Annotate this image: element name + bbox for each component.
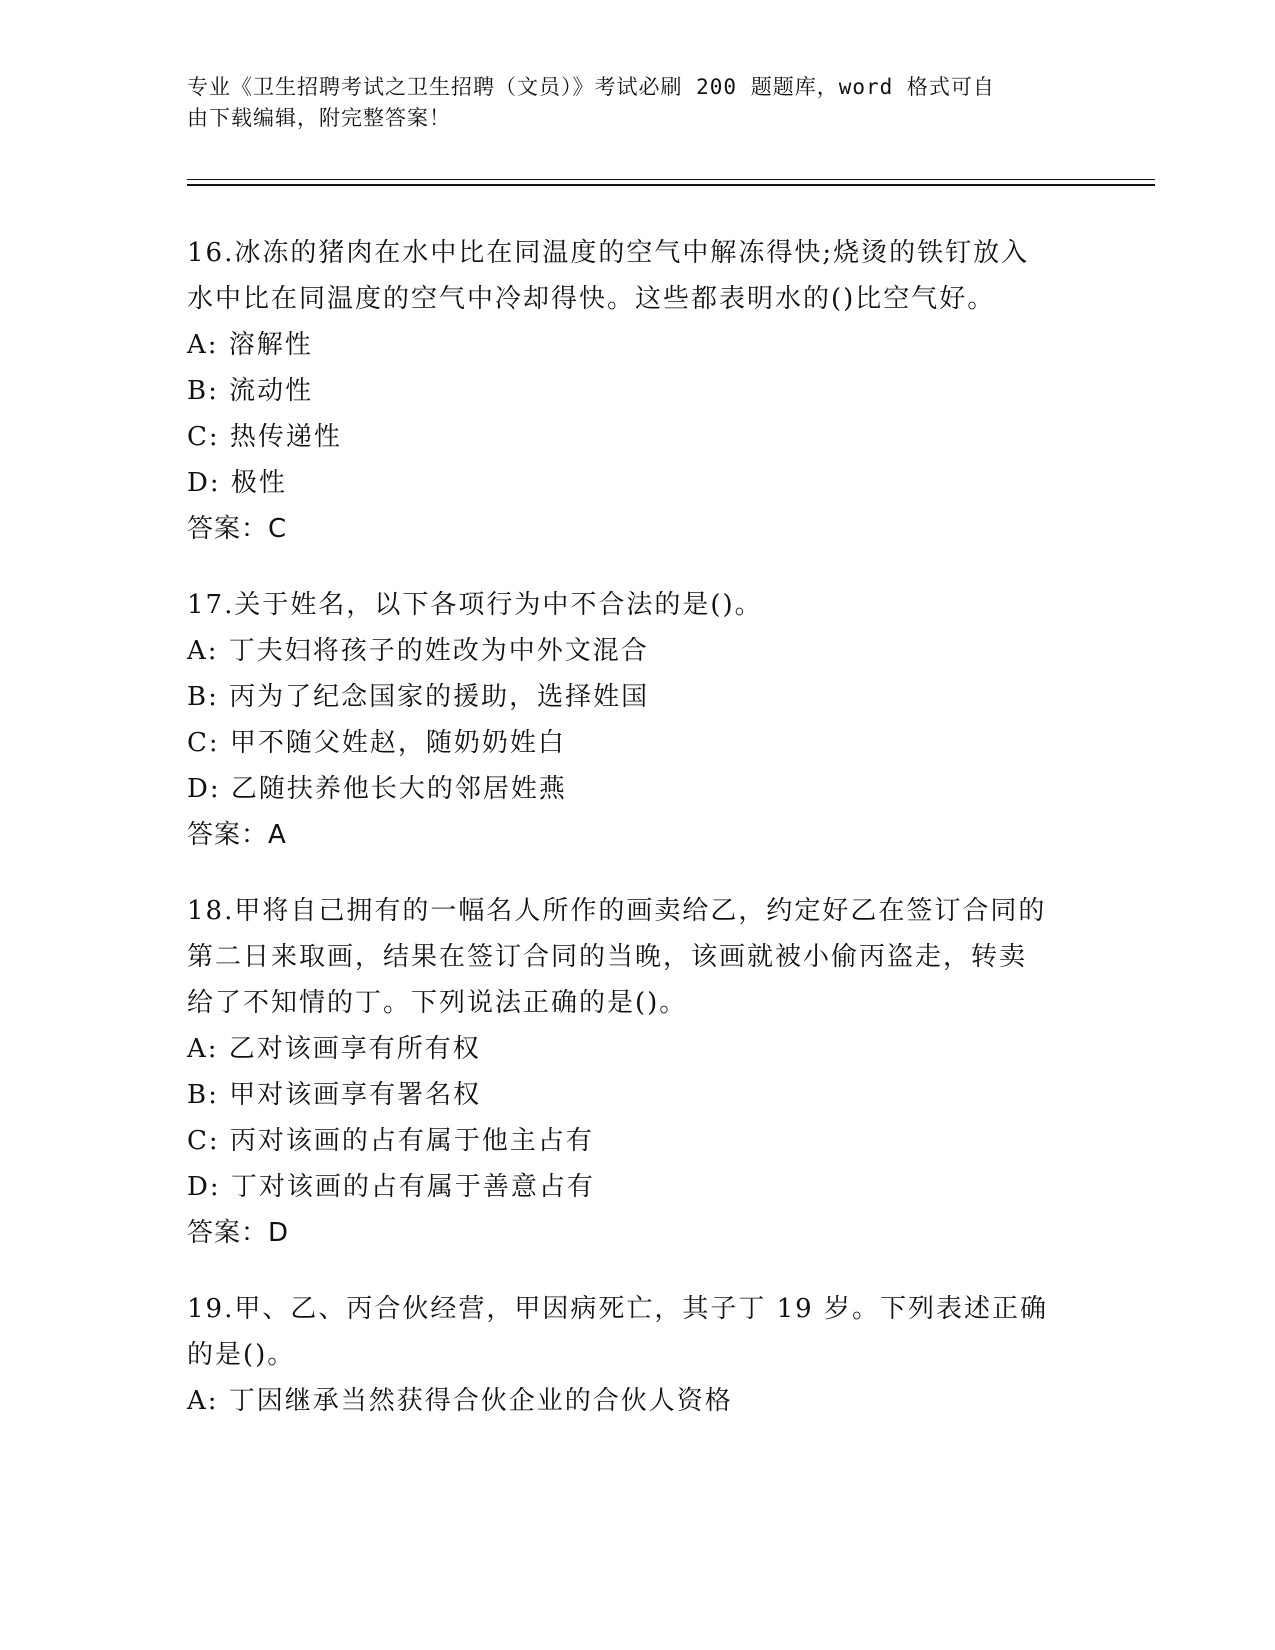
option-a: A: 丁夫妇将孩子的姓改为中外文混合	[187, 636, 649, 666]
question-text-line: 16.冰冻的猪肉在水中比在同温度的空气中解冻得快;烧烫的铁钉放入	[187, 238, 1030, 268]
option-d: D: 丁对该画的占有属于善意占有	[187, 1172, 595, 1202]
question-text-line: 的是()。	[187, 1340, 296, 1370]
question-text-line: 第二日来取画，结果在签订合同的当晚，该画就被小偷丙盗走，转卖	[187, 942, 1028, 972]
answer-label: 答案：A	[187, 820, 287, 850]
option-d: D: 极性	[187, 468, 287, 498]
answer-label: 答案：C	[187, 514, 288, 544]
option-c: C: 甲不随父姓赵，随奶奶姓白	[187, 728, 566, 758]
option-b: B: 流动性	[187, 376, 314, 406]
question-17	[187, 582, 1087, 858]
header-line-1: 专业《卫生招聘考试之卫生招聘（文员）》考试必刷 200 题题库，word 格式可自	[187, 75, 995, 99]
option-c: C: 热传递性	[187, 422, 342, 452]
option-a: A: 丁因继承当然获得合伙企业的合伙人资格	[187, 1386, 733, 1416]
question-18	[187, 888, 1087, 1256]
question-text-line: 给了不知情的丁。下列说法正确的是()。	[187, 988, 688, 1018]
question-text-line: 18.甲将自己拥有的一幅名人所作的画卖给乙，约定好乙在签订合同的	[187, 896, 1047, 926]
question-text-line: 19.甲、乙、丙合伙经营，甲因病死亡，其子丁 19 岁。下列表述正确	[187, 1294, 1048, 1324]
question-text-line: 水中比在同温度的空气中冷却得快。这些都表明水的()比空气好。	[187, 284, 996, 314]
option-a: A: 溶解性	[187, 330, 313, 360]
answer-label: 答案：D	[187, 1218, 290, 1248]
option-a: A: 乙对该画享有所有权	[187, 1034, 481, 1064]
document-header	[187, 72, 1067, 134]
question-text-line: 17.关于姓名，以下各项行为中不合法的是()。	[187, 590, 763, 620]
option-d: D: 乙随扶养他长大的邻居姓燕	[187, 774, 567, 804]
option-b: B: 甲对该画享有署名权	[187, 1080, 482, 1110]
question-list	[187, 230, 1087, 1454]
question-16	[187, 230, 1087, 552]
header-line-2: 由下载编辑，附完整答案！	[187, 106, 451, 130]
question-19	[187, 1286, 1087, 1424]
header-divider-bottom	[187, 184, 1155, 186]
header-divider-top	[187, 179, 1155, 180]
option-b: B: 丙为了纪念国家的援助，选择姓国	[187, 682, 650, 712]
option-c: C: 丙对该画的占有属于他主占有	[187, 1126, 594, 1156]
